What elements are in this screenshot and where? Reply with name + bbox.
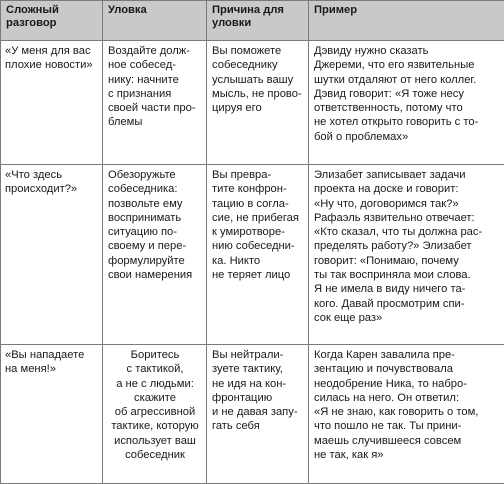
header-tactic: Уловка — [103, 1, 207, 41]
table-row — [1, 345, 504, 484]
cell-conversation: «Вы нападаете на меня!» — [1, 345, 103, 484]
cell-reason: Вы поможете собеседнику услышать вашу мысль, не прово- цируя его — [207, 41, 309, 165]
cell-tactic: Воздайте долж- ное собесед- нику: начните с признания своей части про- блемы — [103, 41, 207, 165]
cell-conversation: «Что здесь происходит?» — [1, 165, 103, 345]
table-row — [1, 41, 504, 165]
cell-reason: Вы превра- тите конфрон- тацию в согла- сие, не прибегая к умиротворе- нию собеседни- ка. Никто не теряет лицо — [207, 165, 309, 345]
cell-example: Когда Карен завалила пре- зентацию и почувствовала неодобрение Ника, то набро- силась на него. Он ответил: «Я не знаю, как говорить о том, что пошло не так. Ты прини- маешь случившееся совсем не так, как я» — [309, 345, 504, 484]
header-row — [1, 1, 504, 41]
cell-tactic: Боритесь с тактикой, а не с людьми: скажите об агрессивной тактике, которую использует ваш собеседник — [103, 345, 207, 484]
cell-example: Элизабет записывает задачи проекта на доске и говорит: «Ну что, договоримся так?» Рафаэль язвительно отвечает: «Кто сказал, что ты должна рас- пределять работу?» Элизабет говорит: «Понимаю, почему ты так восприняла мои слова. Я не имела в виду ничего та- кого. Давай просмотрим спи- сок еще раз» — [309, 165, 504, 345]
cell-example: Дэвиду нужно сказать Джереми, что его язвительные шутки отдаляют от него коллег. Дэвид говорит: «Я тоже несу ответственность, потому что не хотел открыто говорить с то- бой о проблемах» — [309, 41, 504, 165]
header-reason: Причина для уловки — [207, 1, 309, 41]
cell-reason: Вы нейтрали- зуете тактику, не идя на кон- фронтацию и не давая запу- гать себя — [207, 345, 309, 484]
header-conversation: Сложный разговор — [1, 1, 103, 41]
table-row — [1, 165, 504, 345]
cell-conversation: «У меня для вас плохие новости» — [1, 41, 103, 165]
cell-tactic: Обезоружьте собеседника: позвольте ему воспринимать ситуацию по- своему и пере- формулируйте свои намерения — [103, 165, 207, 345]
header-example: Пример — [309, 1, 504, 41]
